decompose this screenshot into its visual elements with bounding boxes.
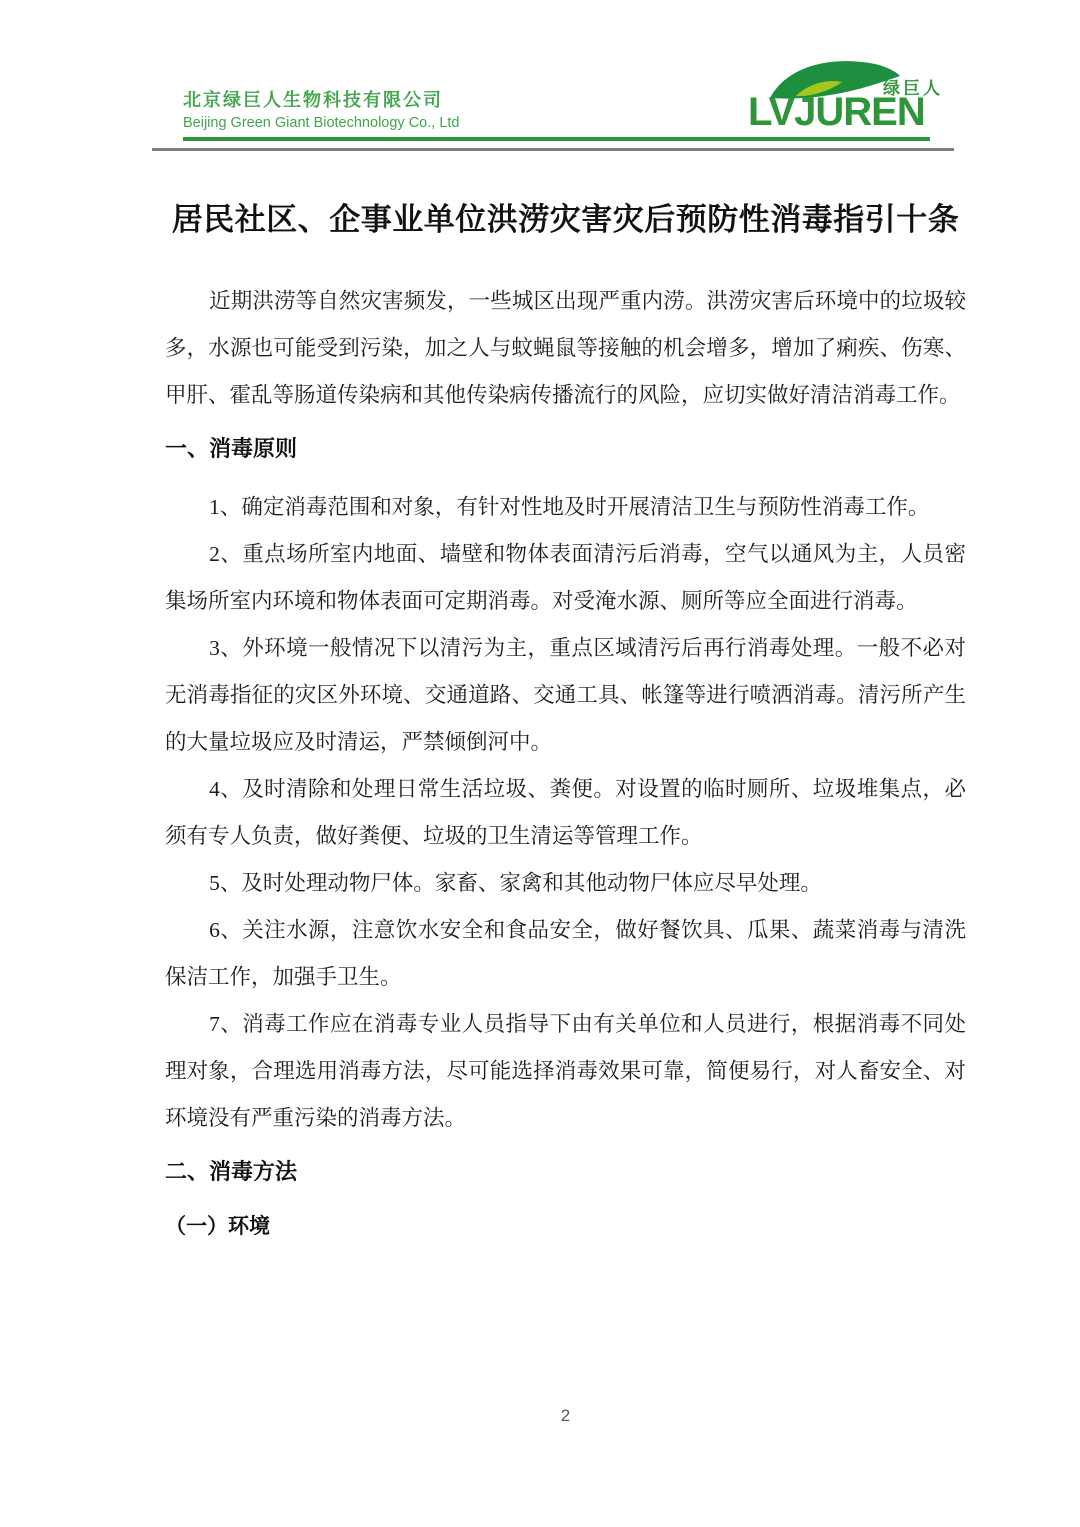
principle-item-6: 6、关注水源，注意饮水安全和食品安全，做好餐饮具、瓜果、蔬菜消毒与清洗保洁工作，加强手卫生。: [165, 918, 966, 989]
company-block: [183, 86, 459, 131]
page-number: 2: [560, 1406, 571, 1425]
principle-item-7: 7、消毒工作应在消毒专业人员指导下由有关单位和人员进行，根据消毒不同处理对象，合理选用消毒方法，尽可能选择消毒效果可靠，简便易行，对人畜安全、对环境没有严重污染的消毒方法。: [165, 1012, 966, 1130]
section-2-heading: 二、消毒方法: [165, 1159, 298, 1184]
logo-chinese-name: 绿巨人: [883, 79, 943, 98]
company-logo: [748, 60, 943, 132]
principle-item-4: 4、及时清除和处理日常生活垃圾、粪便。对设置的临时厕所、垃圾堆集点，必须有专人负责，做好粪便、垃圾的卫生清运等管理工作。: [165, 777, 966, 848]
header-rule-gray: [152, 148, 954, 151]
section-1-heading: 一、消毒原则: [165, 436, 298, 461]
principle-item-1: 1、确定消毒范围和对象，有针对性地及时开展清洁卫生与预防性消毒工作。: [209, 495, 930, 519]
company-name-zh: 北京绿巨人生物科技有限公司: [183, 90, 443, 110]
principle-item-3: 3、外环境一般情况下以清污为主，重点区域清污后再行消毒处理。一般不必对无消毒指征的灾区外环境、交通道路、交通工具、帐篷等进行喷洒消毒。清污所产生的大量垃圾应及时清运，严禁倾倒河中。: [165, 636, 966, 754]
subsection-environment-heading: （一）环境: [165, 1215, 270, 1238]
header-rule-green: [183, 137, 930, 141]
principle-item-2: 2、重点场所室内地面、墙壁和物体表面清污后消毒，空气以通风为主，人员密集场所室内环境和物体表面可定期消毒。对受淹水源、厕所等应全面进行消毒。: [165, 542, 966, 613]
company-name-en: Beijing Green Giant Biotechnology Co., Ltd: [183, 115, 460, 131]
document-title: 居民社区、企事业单位洪涝灾害灾后预防性消毒指引十条: [171, 202, 960, 237]
logo-wordmark: LVJUREN: [748, 90, 925, 134]
page-header: [0, 0, 1080, 152]
principle-item-5: 5、及时处理动物尸体。家畜、家禽和其他动物尸体应尽早处理。: [209, 871, 822, 895]
document-body: [0, 152, 1080, 1250]
intro-paragraph: 近期洪涝等自然灾害频发，一些城区出现严重内涝。洪涝灾害后环境中的垃圾较多，水源也可能受到污染，加之人与蚊蝇鼠等接触的机会增多，增加了痢疾、伤寒、甲肝、霍乱等肠道传染病和其他传染病传播流行的风险，应切实做好清洁消毒工作。: [165, 289, 966, 407]
